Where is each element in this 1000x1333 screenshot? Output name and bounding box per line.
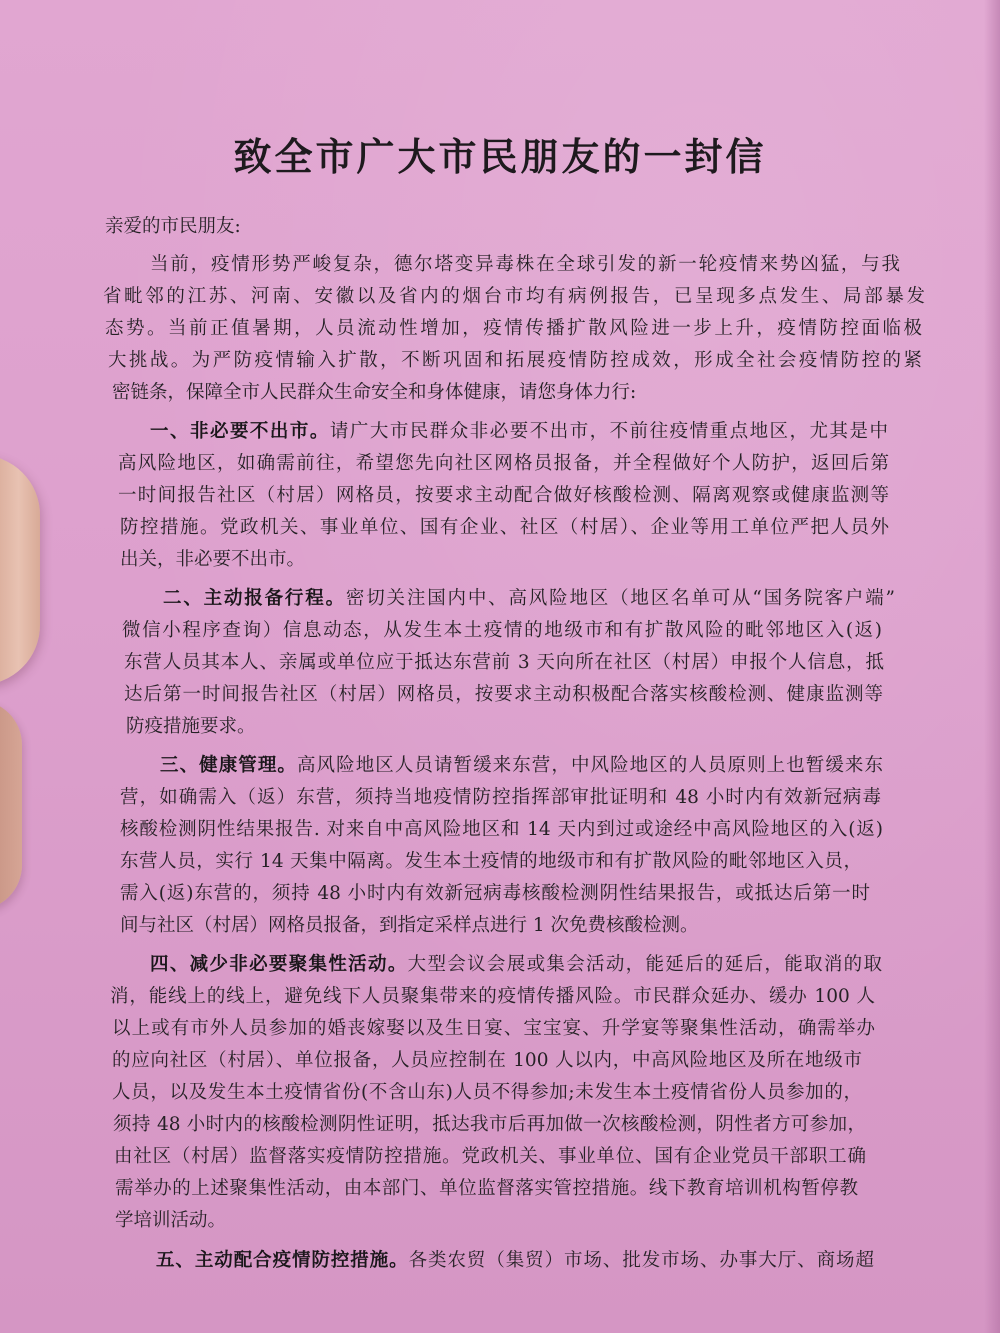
section-heading: 三、健康管理。 — [160, 755, 297, 776]
section-heading: 一、非必要不出市。 — [150, 421, 330, 442]
line-text: 需举办的上述聚集性活动，由本部门、单位监督落实管控措施。线下教育培训机构暂停教 — [115, 1178, 858, 1199]
body-text-line — [112, 380, 636, 406]
line-text: 高风险地区，如确需前往，希望您先向社区网格员报备，并全程做好个人防护，返回后第 — [118, 453, 889, 474]
line-text: 消，能线上的线上，避免线下人员聚集带来的疫情传播风险。市民群众延办、缓办 100 人 — [110, 986, 875, 1007]
line-text: 大挑战。为严防疫情输入扩散，不断巩固和拓展疫情防控成效，形成全社会疫情防控的紧 — [108, 350, 922, 371]
line-text: 须持 48 小时内的核酸检测阴性证明，抵达我市后再加做一次核酸检测，阴性者方可参加， — [113, 1114, 866, 1135]
letter-title: 致全市广大市民朋友的一封信 — [233, 135, 767, 179]
body-text-line — [124, 650, 884, 676]
body-text-line — [112, 1016, 875, 1042]
body-text-line — [110, 984, 875, 1010]
line-text: 核酸检测阴性结果报告. 对来自中高风险地区和 14 天内到过或途经中高风险地区的入(返) — [120, 819, 883, 840]
body-text-line — [150, 252, 900, 278]
line-text: 东营人员，实行 14 天集中隔离。发生本土疫情的地级市和有扩散风险的毗邻地区入员， — [120, 851, 862, 872]
line-text: 以上或有市外人员参加的婚丧嫁娶以及生日宴、宝宝宴、升学宴等聚集性活动，确需举办 — [112, 1018, 875, 1039]
section-heading-line — [150, 952, 882, 978]
body-text-line — [105, 316, 922, 342]
body-text-line — [114, 1144, 866, 1170]
section-heading-line — [163, 586, 895, 612]
line-text: 微信小程序查询）信息动态，从发生本土疫情的地级市和有扩散风险的毗邻地区入(返) — [122, 620, 882, 641]
line-text: 一时间报告社区（村居）网格员，按要求主动配合做好核酸检测、隔离观察或健康监测等 — [118, 485, 889, 506]
line-text: 营，如确需入（返）东营，须持当地疫情防控指挥部审批证明和 48 小时内有效新冠病毒 — [120, 787, 881, 808]
line-text: 出关，非必要不出市。 — [120, 549, 306, 570]
line-text: 密切关注国内中、高风险地区（地区名单可从“国务院客户端” — [345, 588, 895, 609]
body-text-line — [120, 849, 862, 875]
line-text: 防疫措施要求。 — [126, 716, 256, 737]
line-text: 省毗邻的江苏、河南、安徽以及省内的烟台市均有病例报告，已呈现多点发生、局部暴发 — [103, 286, 925, 307]
line-text: 当前，疫情形势严峻复杂，德尔塔变异毒株在全球引发的新一轮疫情来势凶猛，与我 — [150, 254, 900, 275]
section-heading: 五、主动配合疫情防控措施。 — [156, 1250, 409, 1271]
line-text: 东营人员其本人、亲属或单位应于抵达东营前 3 天向所在社区（村居）申报个人信息，抵 — [124, 652, 884, 673]
line-text: 学培训活动。 — [115, 1210, 227, 1231]
salutation: 亲爱的市民朋友: — [105, 216, 241, 237]
body-text-line — [118, 451, 889, 477]
body-text-line — [115, 1208, 226, 1234]
body-text-line — [120, 881, 870, 907]
line-text: 达后第一时间报告社区（村居）网格员，按要求主动积极配合落实核酸检测、健康监测等 — [124, 684, 883, 705]
body-text-line — [112, 1080, 862, 1106]
body-text-line — [115, 1176, 858, 1202]
body-text-line — [120, 817, 883, 843]
section-heading: 四、减少非必要聚集性活动。 — [150, 954, 408, 975]
body-text-line — [113, 1112, 866, 1138]
body-text-line — [124, 682, 883, 708]
body-text-line — [112, 1048, 862, 1074]
body-text-line — [120, 547, 305, 573]
holding-finger — [0, 700, 22, 910]
body-text-line — [118, 483, 889, 509]
section-heading-line — [160, 753, 883, 779]
line-text: 人员，以及发生本土疫情省份(不含山东)人员不得参加;未发生本土疫情省份人员参加的， — [112, 1082, 862, 1103]
body-text-line — [122, 618, 882, 644]
paper-edge-shadow — [984, 0, 1000, 1333]
body-text-line — [103, 284, 925, 310]
line-text: 态势。当前正值暑期，人员流动性增加，疫情传播扩散风险进一步上升，疫情防控面临极 — [105, 318, 922, 339]
line-text: 高风险地区人员请暂缓来东营，中风险地区的人员原则上也暂缓来东 — [296, 755, 883, 776]
section-heading-line — [156, 1248, 874, 1274]
line-text: 由社区（村居）监督落实疫情防控措施。党政机关、事业单位、国有企业党员干部职工确 — [114, 1146, 866, 1167]
section-heading-line — [150, 419, 888, 445]
body-text-line — [126, 714, 256, 740]
body-text-line — [108, 348, 922, 374]
line-text: 密链条，保障全市人民群众生命安全和身体健康，请您身体力行: — [112, 382, 637, 403]
body-text-line — [120, 515, 889, 541]
line-text: 需入(返)东营的，须持 48 小时内有效新冠病毒核酸检测阴性结果报告，或抵达后第一时 — [120, 883, 870, 904]
line-text: 大型会议会展或集会活动，能延后的延后，能取消的取 — [407, 954, 882, 975]
body-text-line — [120, 785, 881, 811]
line-text: 防控措施。党政机关、事业单位、国有企业、社区（村居）、企业等用工单位严把人员外 — [120, 517, 889, 538]
line-text: 的应向社区（村居）、单位报备，人员应控制在 100 人以内，中高风险地区及所在地级市 — [112, 1050, 862, 1071]
section-heading: 二、主动报备行程。 — [163, 588, 346, 609]
line-text: 间与社区（村居）网格员报备，到指定采样点进行 1 次免费核酸检测。 — [120, 915, 699, 936]
line-text: 各类农贸（集贸）市场、批发市场、办事大厅、商场超 — [408, 1250, 874, 1271]
line-text: 请广大市民群众非必要不出市，不前往疫情重点地区，尤其是中 — [329, 421, 888, 442]
holding-thumb — [0, 455, 40, 685]
body-text-line — [120, 913, 699, 939]
